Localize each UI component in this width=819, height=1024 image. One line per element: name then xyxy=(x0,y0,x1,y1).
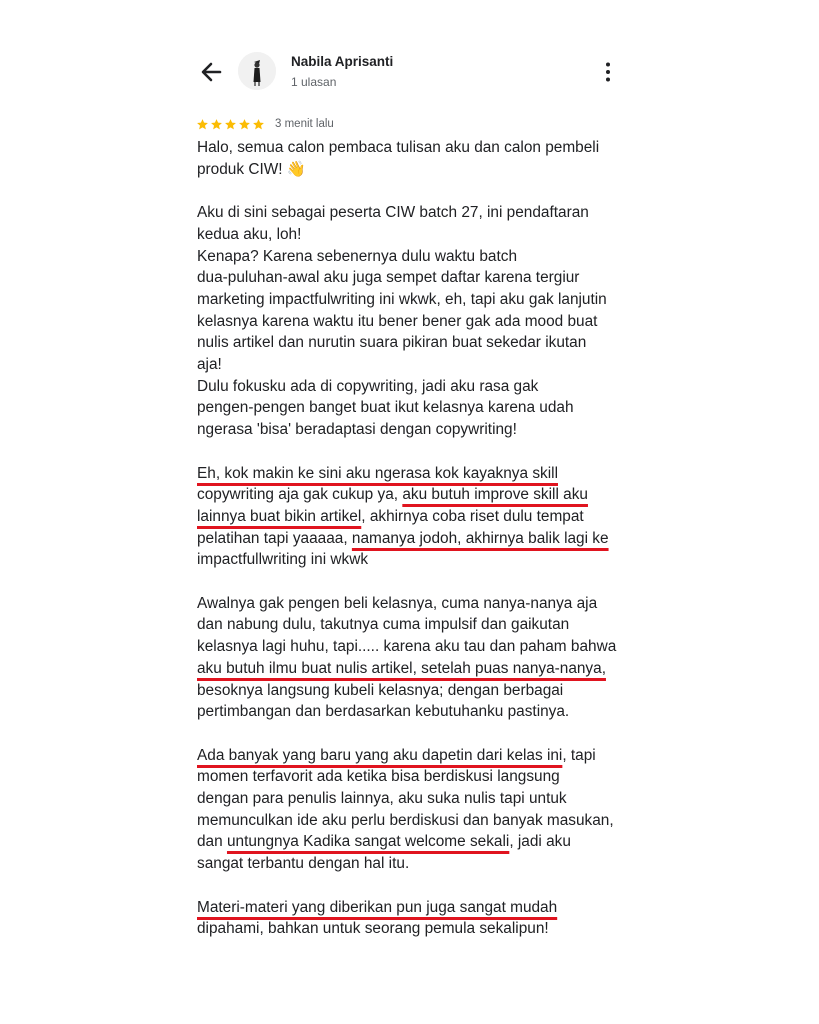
review-paragraph xyxy=(197,593,637,723)
text-line xyxy=(197,897,637,919)
text-line: Halo, semua calon pembaca tulisan aku dan calon pembeli xyxy=(197,139,600,156)
review-paragraph xyxy=(197,202,637,441)
text-span: pelatihan tapi yaaaaa, xyxy=(197,529,352,547)
text-line: dua-puluhan-awal aku juga sempet daftar karena tergiur xyxy=(197,269,580,287)
text-span: , jadi aku xyxy=(509,833,571,851)
text-line xyxy=(197,528,637,550)
highlighted-text: aku butuh improve skill aku xyxy=(402,486,588,504)
text-line: marketing impactfulwriting ini wkwk, eh, tapi aku gak lanjutin xyxy=(197,290,607,308)
text-line: aja! xyxy=(197,356,222,374)
text-line xyxy=(197,463,637,485)
text-line: pertimbangan dan berdasarkan kebutuhanku pastinya. xyxy=(197,703,570,721)
star-icon xyxy=(210,118,223,131)
text-line: dan nabung dulu, takutnya cuma impulsif dan gaikutan xyxy=(197,616,570,634)
text-span: copywriting aja gak cukup ya, xyxy=(197,486,403,504)
text-line: impactfullwriting ini wkwk xyxy=(197,551,369,569)
text-span: , akhirnya coba riset dulu tempat xyxy=(361,507,584,525)
star-icon xyxy=(238,118,251,131)
text-line: nulis artikel dan nurutin suara pikiran buat sekedar ikutan xyxy=(197,334,587,352)
text-line: momen terfavorit ada ketika bisa berdiskusi langsung xyxy=(197,768,560,786)
text-span: dan xyxy=(197,833,227,851)
text-line: ngerasa 'bisa' beradaptasi dengan copywriting! xyxy=(197,421,517,439)
highlighted-text: Ada banyak yang baru yang aku dapetin dari kelas ini xyxy=(197,746,563,764)
text-line: kelasnya karena waktu itu bener bener gak ada mood buat xyxy=(197,312,598,330)
avatar[interactable] xyxy=(238,52,276,90)
text-span: , tapi xyxy=(562,746,596,764)
star-rating xyxy=(196,118,265,131)
back-button[interactable] xyxy=(196,58,226,86)
text-line: sangat terbantu dengan hal itu. xyxy=(197,855,410,873)
text-line xyxy=(197,831,637,853)
text-line: dengan para penulis lainnya, aku suka nulis tapi untuk xyxy=(197,790,567,808)
text-line: Dulu fokusku ada di copywriting, jadi aku rasa gak xyxy=(197,377,539,395)
highlighted-text: namanya jodoh, akhirnya balik lagi ke xyxy=(351,529,609,547)
star-icon xyxy=(224,118,237,131)
review-count: 1 ulasan xyxy=(291,75,337,89)
text-line: kelasnya lagi huhu, tapi..... karena aku tau dan paham bahwa xyxy=(197,638,617,656)
rating-row xyxy=(196,116,334,132)
review-paragraph xyxy=(197,137,637,180)
review-header xyxy=(0,0,819,110)
more-vert-icon xyxy=(598,60,618,84)
text-line: kedua aku, loh! xyxy=(197,225,302,243)
review-paragraph xyxy=(197,463,637,572)
text-line xyxy=(197,484,637,506)
star-icon xyxy=(252,118,265,131)
text-line: dipahami, bahkan untuk seorang pemula sekalipun! xyxy=(197,920,549,938)
more-options-button[interactable] xyxy=(598,60,618,84)
profile-photo-icon xyxy=(238,52,276,90)
text-line: Aku di sini sebagai peserta CIW batch 27, ini pendaftaran xyxy=(197,204,589,222)
text-line xyxy=(197,506,637,528)
review-time: 3 menit lalu xyxy=(275,118,334,130)
highlighted-text: Materi-materi yang diberikan pun juga sangat mudah xyxy=(197,898,558,916)
text-line: Awalnya gak pengen beli kelasnya, cuma nanya-nanya aja xyxy=(197,594,598,612)
text-line: besoknya langsung kubeli kelasnya; dengan berbagai xyxy=(197,681,564,699)
highlighted-text: aku butuh ilmu buat nulis artikel, setelah puas nanya-nanya, xyxy=(197,659,606,677)
highlighted-text: untungnya Kadika sangat welcome sekali xyxy=(226,833,510,851)
text-line xyxy=(197,745,637,767)
reviewer-name[interactable]: Nabila Aprisanti xyxy=(291,54,394,69)
review-paragraph xyxy=(197,897,637,940)
highlighted-text: Eh, kok makin ke sini aku ngerasa kok kayaknya skill xyxy=(197,464,558,482)
text-line: Kenapa? Karena sebenernya dulu waktu batch xyxy=(197,247,518,265)
text-line: pengen-pengen banget buat ikut kelasnya karena udah xyxy=(197,399,574,417)
review-paragraph xyxy=(197,745,637,875)
arrow-left-icon xyxy=(196,58,226,86)
highlighted-text: lainnya buat bikin artikel xyxy=(197,507,362,525)
text-line xyxy=(197,658,637,680)
star-icon xyxy=(196,118,209,131)
review-text xyxy=(197,137,637,940)
text-line: produk CIW! 👋 xyxy=(197,160,306,178)
text-line: memunculkan ide aku perlu berdiskusi dan banyak masukan, xyxy=(197,811,614,829)
